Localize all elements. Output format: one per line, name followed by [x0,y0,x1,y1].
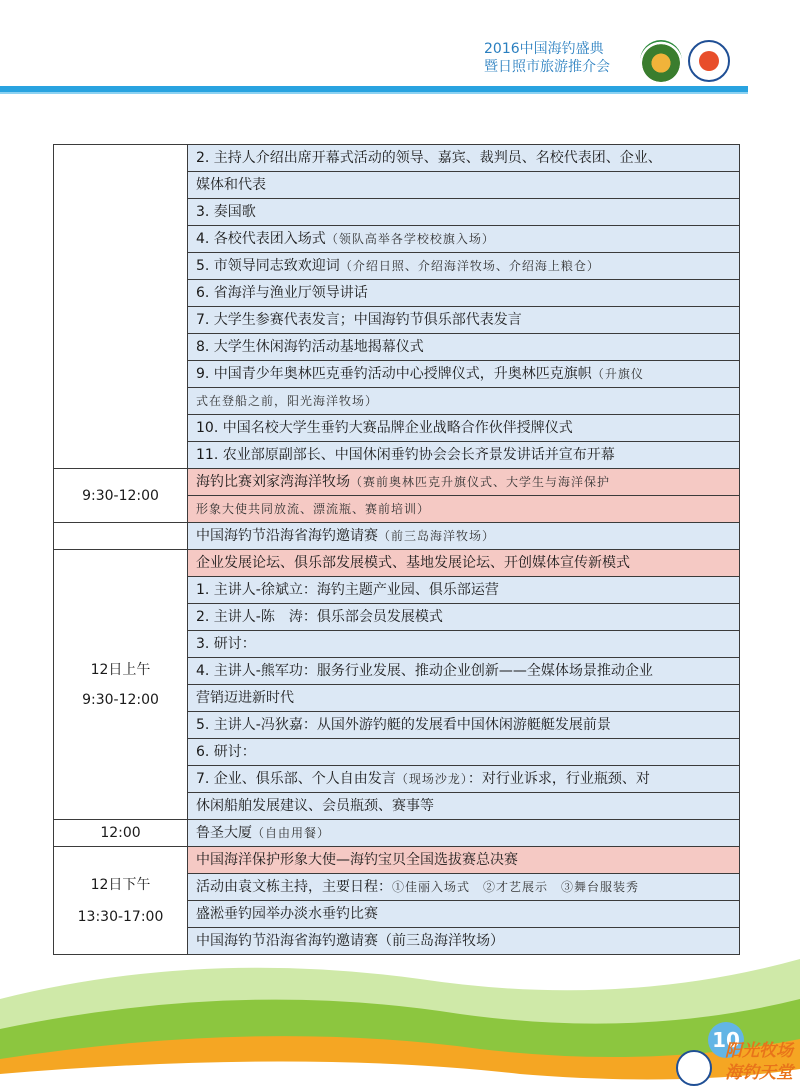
item-note: 形象大使共同放流、漂流瓶、赛前培训） [196,502,431,516]
item-note: （现场沙龙） [395,772,468,786]
table-row [54,550,740,577]
item-cell [188,469,740,496]
item-text: 海钓比赛刘家湾海洋牧场 [196,474,350,490]
game-fishing-logo-icon [688,40,730,82]
item-text: 6. 省海洋与渔业厅领导讲话 [196,285,368,301]
game-fishing-footer-logo-icon [676,1050,712,1086]
time-text: 12日上午 [90,661,151,678]
item-cell [188,172,740,199]
item-text: 3. 研讨： [196,636,256,652]
table-row [54,469,740,496]
schedule-table [53,144,740,955]
item-note: （赛前奥林匹克升旗仪式、大学生与海洋保护 [350,475,611,489]
item-cell [188,226,740,253]
item-note: （前三岛海洋牧场） [378,529,496,543]
item-cell [188,307,740,334]
item-cell [188,253,740,280]
item-text: 10. 中国名校大学生垂钓大赛品牌企业战略合作伙伴授牌仪式 [196,420,573,436]
item-text: 休闲船舶发展建议、会员瓶颈、赛事等 [196,798,434,814]
item-text: 3. 奏国歌 [196,204,256,220]
item-text: 营销迈进新时代 [196,690,294,706]
item-cell [188,496,740,523]
item-text: 4. 主讲人-熊军功：服务行业发展、推动企业创新——全媒体场景推动企业 [196,663,653,679]
item-cell [188,901,740,928]
item-cell [188,280,740,307]
item-text: 活动由袁文栋主持，主要日程： [196,879,392,895]
item-text: 5. 市领导同志致欢迎词 [196,258,340,274]
time-cell [54,550,188,820]
slogan-line1: 阳光牧场 [725,1041,793,1061]
item-text: 2. 主持人介绍出席开幕式活动的领导、嘉宾、裁判员、名校代表团、企业、 [196,150,662,166]
item-text: 盛淞垂钓园举办淡水垂钓比赛 [196,906,378,922]
item-cell [188,361,740,388]
item-text: 企业发展论坛、俱乐部发展模式、基地发展论坛、开创媒体宣传新模式 [196,555,630,571]
item-cell [188,415,740,442]
item-text: 11. 农业部原副部长、中国休闲垂钓协会会长齐景发讲话并宣布开幕 [196,447,615,463]
time-cell [54,145,188,469]
item-text: 8. 大学生休闲海钓活动基地揭幕仪式 [196,339,424,355]
header-title-line2: 暨日照市旅游推介会 [484,59,610,75]
item-cell [188,847,740,874]
item-text: 鲁圣大厦 [196,825,252,841]
time-text: 13:30-17:00 [77,908,164,925]
item-note: （自由用餐） [252,826,331,840]
item-cell [188,685,740,712]
item-cell [188,388,740,415]
time-text: 9:30-12:00 [82,691,159,708]
item-cell [188,577,740,604]
fishing-festival-logo-icon [640,40,682,82]
item-cell [188,145,740,172]
item-cell [188,442,740,469]
table-row [54,820,740,847]
time-text: 12日下午 [90,876,151,893]
table-row [54,145,740,172]
item-text: 中国海钓节沿海省海钓邀请赛（前三岛海洋牧场） [196,933,504,949]
item-note: 式在登船之前，阳光海洋牧场） [196,394,379,408]
item-note: （介绍日照、介绍海洋牧场、介绍海上粮仓） [339,259,600,273]
footer-slogan [725,1040,793,1084]
item-cell [188,712,740,739]
time-cell [54,469,188,523]
item-cell [188,523,740,550]
item-cell [188,199,740,226]
item-text: 2. 主讲人-陈 涛：俱乐部会员发展模式 [196,609,443,625]
item-text: 9. 中国青少年奥林匹克垂钓活动中心授牌仪式，升奥林匹克旗帜 [196,366,592,382]
item-cell [188,739,740,766]
time-cell [54,820,188,847]
table-row [54,847,740,874]
item-cell [188,334,740,361]
item-text: 7. 大学生参赛代表发言；中国海钓节俱乐部代表发言 [196,312,522,328]
time-cell [54,523,188,550]
item-cell [188,793,740,820]
header-title-line1: 2016中国海钓盛典 [484,41,604,57]
header-title [484,40,610,76]
item-cell [188,766,740,793]
item-cell [188,550,740,577]
time-text: 12:00 [100,825,141,841]
item-text: 5. 主讲人-冯狄嘉：从国外游钓艇的发展看中国休闲游艇艇发展前景 [196,717,611,733]
header-divider-light [0,92,748,94]
item-cell [188,820,740,847]
table-row [54,523,740,550]
item-note: （升旗仪 [591,367,644,381]
item-text: 中国海钓节沿海省海钓邀请赛 [196,528,378,544]
item-text: 4. 各校代表团入场式 [196,231,326,247]
item-text: 中国海洋保护形象大使—海钓宝贝全国选拔赛总决赛 [196,852,518,868]
item-cell [188,631,740,658]
item-text-tail: ：对行业诉求，行业瓶颈、对 [467,771,650,787]
item-cell [188,604,740,631]
item-note: ①佳丽入场式 ②才艺展示 ③舞台服装秀 [392,880,640,894]
slogan-line2: 海钓天堂 [725,1063,793,1083]
page-number: 10 [708,1022,744,1058]
time-text: 9:30-12:00 [82,487,159,504]
item-cell [188,874,740,901]
item-text: 媒体和代表 [196,177,266,193]
item-text: 6. 研讨： [196,744,256,760]
item-text: 7. 企业、俱乐部、个人自由发言 [196,771,396,787]
item-note: （领队高举各学校校旗入场） [325,232,495,246]
item-text: 1. 主讲人-徐斌立：海钓主题产业园、俱乐部运营 [196,582,499,598]
item-cell [188,658,740,685]
